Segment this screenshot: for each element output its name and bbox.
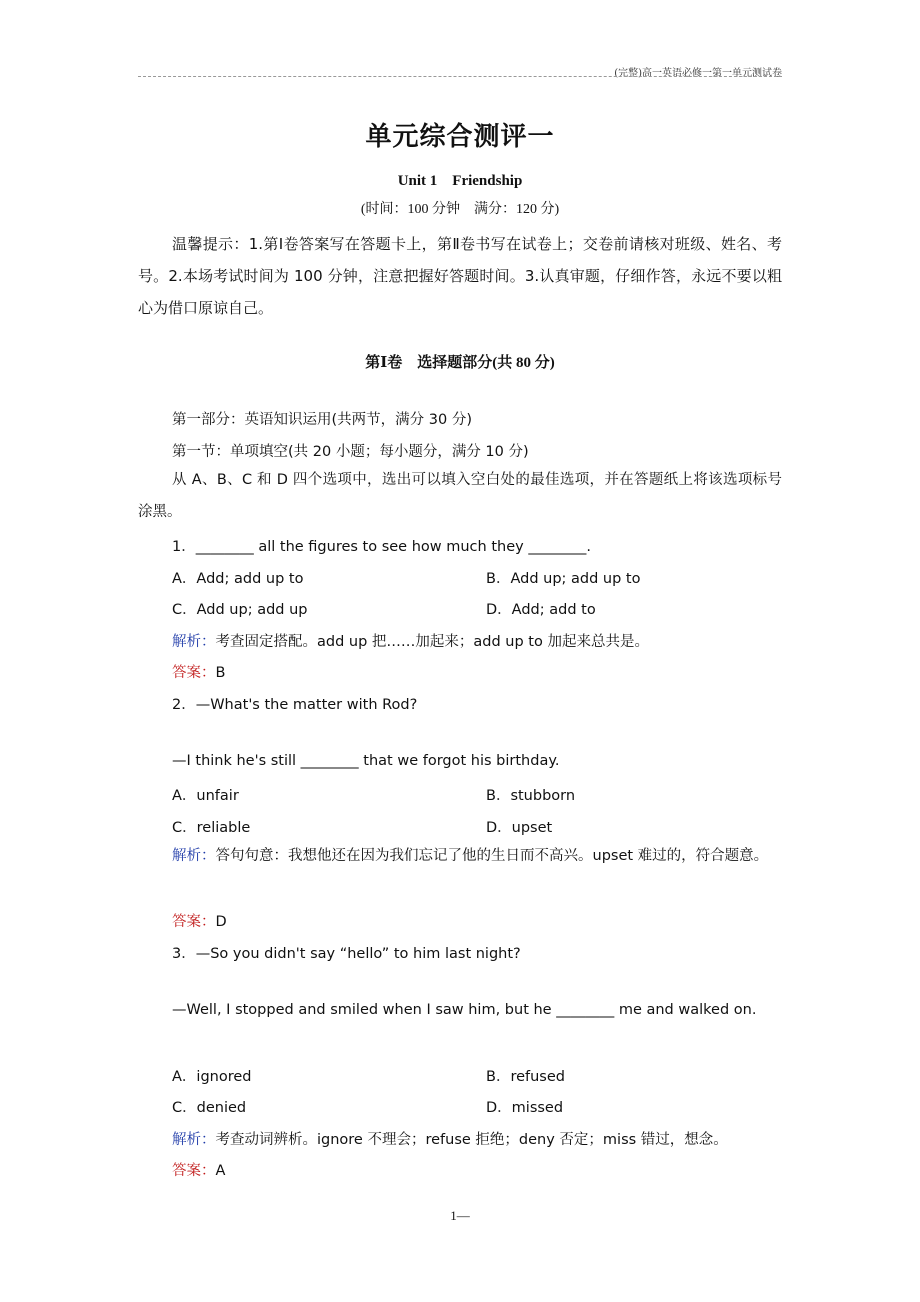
analysis-label: 解析： [172,634,216,650]
part-heading: 第一部分：英语知识运用(共两节，满分 30 分) [172,412,472,428]
q3-option-a: A．ignored [172,1069,252,1085]
analysis-label: 解析： [172,1132,216,1148]
section-title: 第Ⅰ卷 选择题部分(共 80 分) [365,355,555,371]
question-1-stem: 1．________ all the figures to see how much they ________. [172,539,591,555]
q1-option-c: C．Add up; add up [172,602,308,618]
q2-analysis-text: 答句句意：我想他还在因为我们忘记了他的生日而不高兴。upset 难过的，符合题意。 [215,848,769,864]
q2-option-a: A．unfair [172,788,239,804]
q1-answer-value: B [215,665,226,681]
q3-answer-value: A [215,1163,226,1179]
q3-answer [172,1159,225,1180]
q2-answer [172,910,227,931]
q1-analysis-text: 考查固定搭配。add up 把……加起来；add up to 加起来总共是。 [215,634,649,650]
q1-option-b: B．Add up; add up to [486,571,641,587]
answer-label: 答案： [172,914,216,930]
unit-subtitle: Unit 1 Friendship [397,173,523,189]
q3-option-d: D．missed [486,1100,564,1116]
q2-option-c: C．reliable [172,820,251,836]
answer-label: 答案： [172,1163,216,1179]
tips-paragraph: 温馨提示：1.第Ⅰ卷答案写在答题卡上，第Ⅱ卷书写在试卷上；交卷前请核对班级、姓名、考号。2.本场考试时间为 100 分钟，注意把握好答题时间。3.认真审题，仔细作答，永远不要以粗心为借口原谅自己。 [138,235,782,317]
q1-analysis [172,630,649,651]
time-info: (时间：100 分钟 满分：120 分) [360,202,560,217]
q3-analysis [172,1128,728,1149]
q2-analysis [138,840,782,872]
analysis-label: 解析： [172,848,216,864]
q2-option-d: D．upset [486,820,553,836]
q1-option-d: D．Add; add to [486,602,596,618]
q1-answer [172,661,225,682]
q2-option-b: B．stubborn [486,788,576,804]
header-rule [138,76,782,77]
question-3-reply: —Well, I stopped and smiled when I saw him, but he ________ me and walked on. [172,1002,757,1018]
question-2-stem: 2．—What's the matter with Rod? [172,697,418,713]
section-heading: 第一节：单项填空(共 20 小题；每小题分，满分 10 分) [172,444,529,460]
running-header: (完整)高一英语必修一第一单元测试卷 [614,68,782,79]
question-3-stem: 3．—So you didn't say “hello” to him last night? [172,946,521,962]
q2-answer-value: D [215,914,227,930]
q3-analysis-text: 考查动词辨析。ignore 不理会；refuse 拒绝；deny 否定；miss 错过，想念。 [215,1132,728,1148]
page-number: 1— [450,1208,470,1223]
instructions: 从 A、B、C 和 D 四个选项中，选出可以填入空白处的最佳选项，并在答题纸上将该选项标号涂黑。 [138,472,782,520]
q3-option-c: C．denied [172,1100,247,1116]
q1-option-a: A．Add; add up to [172,571,304,587]
q3-option-b: B．refused [486,1069,565,1085]
answer-label: 答案： [172,665,216,681]
question-2-reply: —I think he's still ________ that we forgot his birthday. [172,753,560,769]
page-title: 单元综合测评一 [365,122,555,152]
